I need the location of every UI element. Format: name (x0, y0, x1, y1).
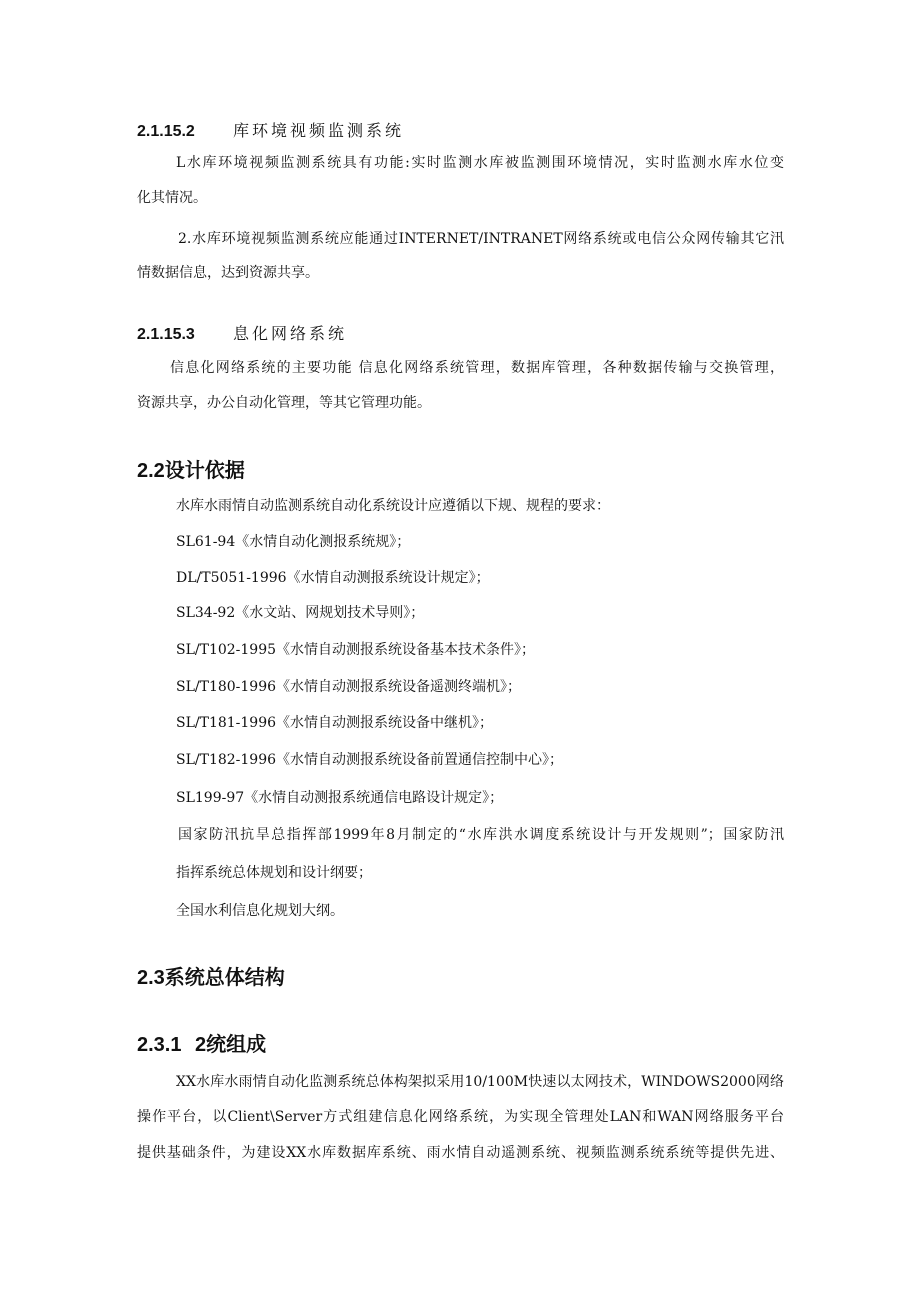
heading-2-2: 2.2设计依据 (137, 460, 245, 482)
standard-item: SL/T102-1995《水情自动测报系统设备基本技术条件》； (176, 642, 536, 658)
paragraph-line: 全国水利信息化规划大纲。 (176, 903, 344, 919)
standard-item: SL/T180-1996《水情自动测报系统设备遥测终端机》； (176, 679, 522, 695)
paragraph-line: 资源共享，办公自动化管理，等其它管理功能。 (137, 395, 431, 411)
standard-item: SL/T182-1996《水情自动测报系统设备前置通信控制中心》； (176, 752, 564, 768)
heading-2-3-1 (137, 1028, 266, 1057)
standard-item: SL61-94《水情自动化测报系统规》； (176, 534, 411, 550)
paragraph-line: L水库环境视频监测系统具有功能:实时监测水库被监测围环境情况，实时监测水库水位变 (176, 155, 784, 171)
heading-2-3: 2.3系统总体结构 (137, 967, 285, 989)
paragraph-line: 提供基础条件，为建设XX水库数据库系统、雨水情自动遥测系统、视频监测系统系统等提供先进、 (137, 1145, 784, 1161)
paragraph-line: 国家防汛抗旱总指挥部1999年8月制定的“水库洪水调度系统设计与开发规则”；国家防汛 (178, 827, 784, 843)
heading-number: 2.3.1 (137, 1034, 182, 1056)
paragraph-line: 情数据信息，达到资源共享。 (137, 265, 319, 281)
heading-2-1-15-2 (137, 118, 404, 141)
heading-title: 息化网络系统 (233, 324, 348, 343)
paragraph-line: 2.水库环境视频监测系统应能通过INTERNET/INTRANET网络系统或电信公众网传输其它汛 (178, 231, 784, 247)
heading-title: 2统组成 (195, 1034, 267, 1056)
standard-item: SL199-97《水情自动测报系统通信电路设计规定》； (176, 790, 504, 806)
heading-title: 库环境视频监测系统 (233, 121, 405, 140)
paragraph-line: 指挥系统总体规划和设计纲要； (176, 865, 372, 881)
paragraph-line: 操作平台，以Client\Server方式组建信息化网络系统，为实现全管理处LAN和WAN网络服务平台 (137, 1109, 784, 1125)
paragraph-line: 化其情况。 (137, 190, 207, 206)
standard-item: SL/T181-1996《水情自动测报系统设备中继机》； (176, 715, 494, 731)
standard-item: DL/T5051-1996《水情自动测报系统设计规定》； (176, 570, 490, 586)
heading-number: 2.1.15.2 (137, 123, 195, 140)
paragraph-line: XX水库水雨情自动化监测系统总体构架拟采用10/100M快速以太网技术，WINDOWS2000网络 (176, 1074, 784, 1090)
paragraph-line: 信息化网络系统的主要功能 信息化网络系统管理，数据库管理，各种数据传输与交换管理， (170, 360, 784, 376)
heading-number: 2.1.15.3 (137, 326, 195, 343)
intro-line: 水库水雨情自动监测系统自动化系统设计应遵循以下规、规程的要求： (176, 498, 610, 514)
heading-2-1-15-3 (137, 321, 347, 344)
standard-item: SL34-92《水文站、网规划技术导则》； (176, 605, 425, 621)
